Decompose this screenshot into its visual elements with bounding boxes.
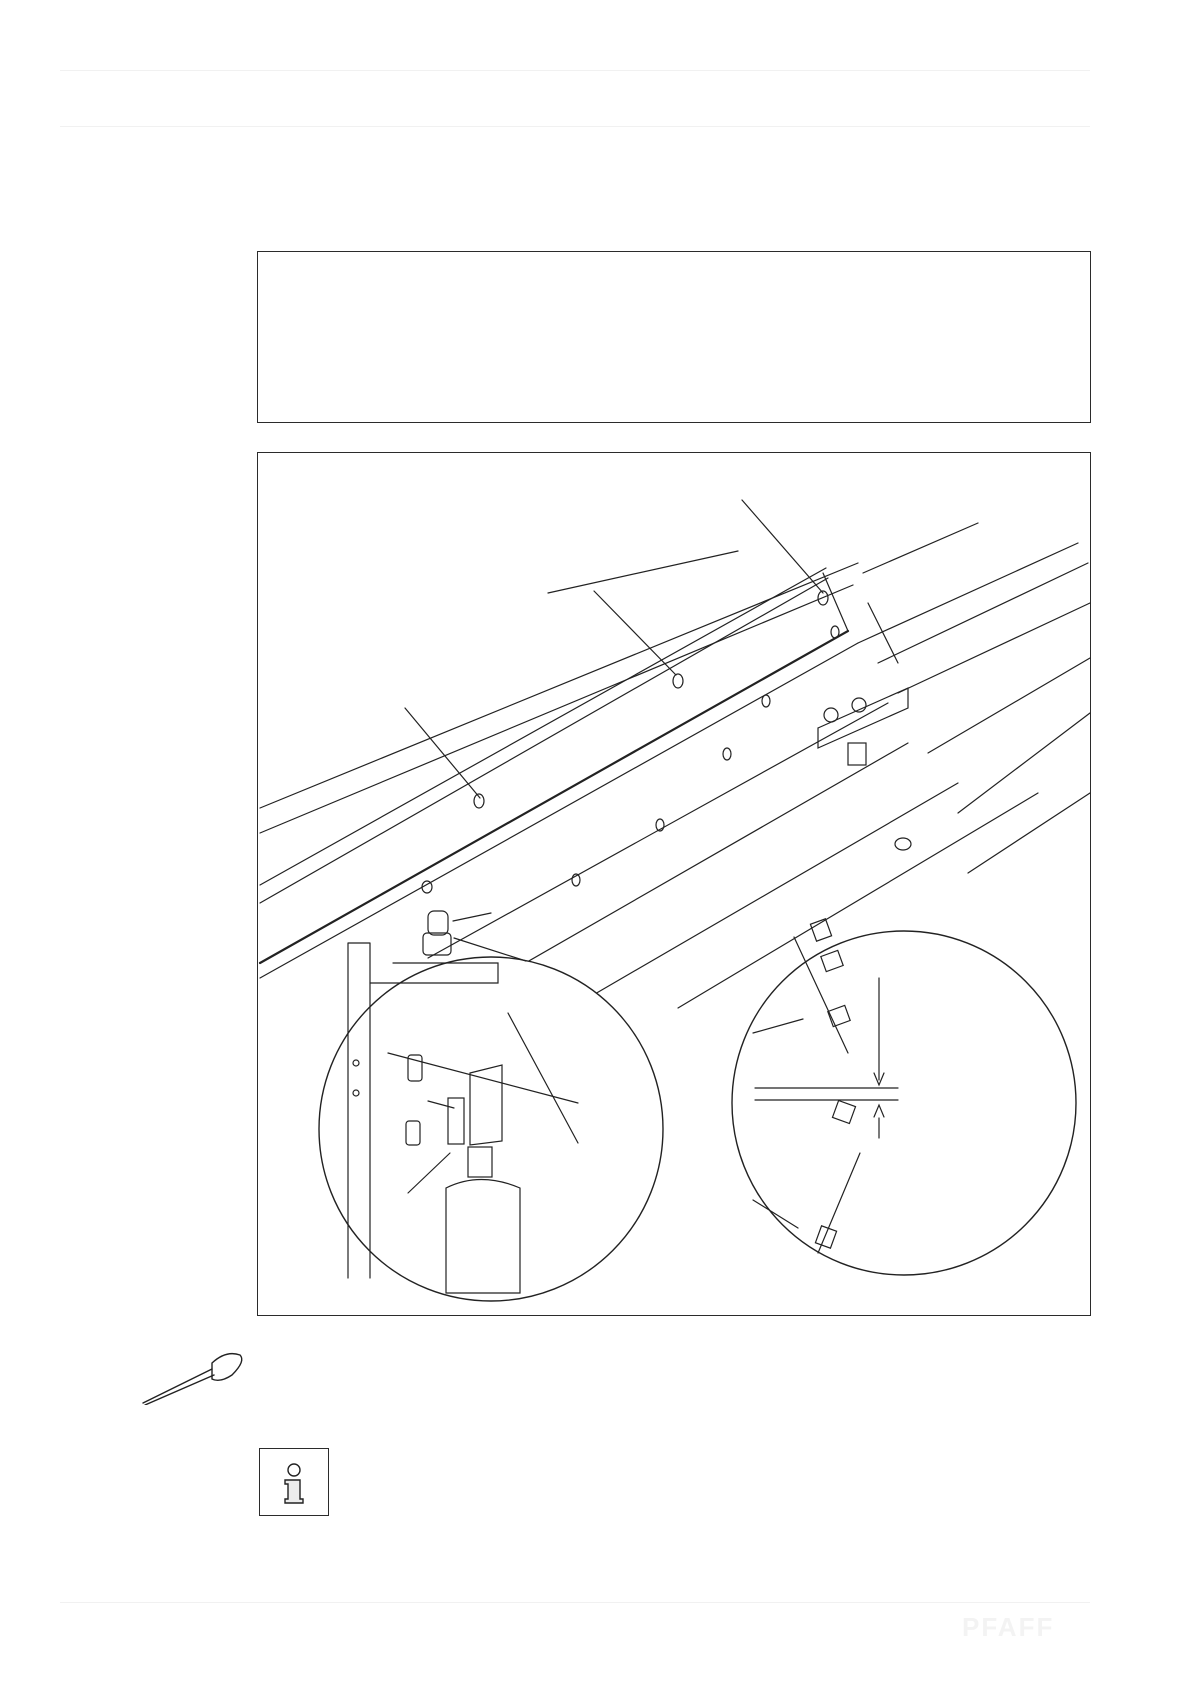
header-rule-bottom	[60, 126, 1090, 127]
bracket-screw-icon	[824, 708, 838, 722]
knife-edge	[260, 631, 848, 963]
leader-line	[742, 500, 823, 593]
detail-circle-left	[319, 957, 663, 1301]
rail-line	[548, 551, 738, 593]
leader-line	[405, 708, 480, 798]
callout-line	[453, 913, 491, 921]
technical-figure	[257, 452, 1091, 1316]
bracket-post	[848, 743, 866, 765]
notice-box	[257, 251, 1091, 423]
rail-line	[898, 603, 1090, 693]
screwdriver-icon	[140, 1345, 255, 1405]
figure-drawing	[258, 453, 1092, 1317]
rail-line	[868, 603, 898, 663]
rail-line	[968, 793, 1090, 873]
bracket-block	[818, 688, 908, 748]
brand-logo: PFAFF	[962, 1612, 1055, 1642]
lock-nut	[423, 933, 451, 955]
info-icon	[259, 1448, 329, 1516]
rail-line	[878, 563, 1088, 663]
detail-circle-right	[732, 931, 1076, 1275]
leader-line	[594, 591, 676, 675]
header-rule-top	[60, 70, 1090, 71]
rail-line	[858, 543, 1078, 643]
rail-line	[260, 643, 858, 978]
rail-line	[863, 523, 978, 573]
cap-screw	[428, 911, 448, 935]
footer-rule	[60, 1602, 1090, 1603]
screw-holes	[422, 591, 911, 893]
rail-line	[260, 568, 826, 885]
rail-line	[928, 658, 1090, 753]
rail-line	[958, 713, 1090, 813]
rail-line	[508, 743, 908, 973]
rail-line	[260, 578, 828, 903]
